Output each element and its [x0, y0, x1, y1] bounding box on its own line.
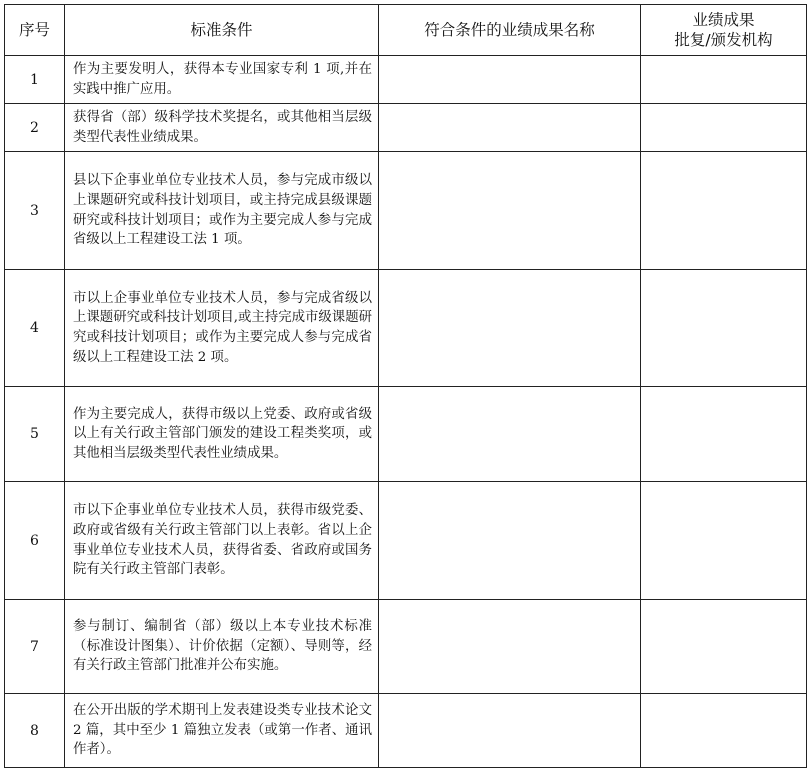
row-seq: 4: [5, 270, 65, 387]
row-approver-cell[interactable]: [641, 600, 807, 694]
row-standard: 作为主要完成人，获得市级以上党委、政府或省级以上有关行政主管部门颁发的建设工程类奖项，或其他相当层级类型代表性业绩成果。: [65, 387, 379, 482]
table-row: [5, 152, 807, 270]
table-row: [5, 387, 807, 482]
header-seq: 序号: [5, 5, 65, 56]
row-achievement-cell[interactable]: [379, 482, 641, 600]
header-row: [5, 5, 807, 56]
header-achievement: 符合条件的业绩成果名称: [379, 5, 641, 56]
row-seq: 2: [5, 104, 65, 152]
row-standard: 市以上企事业单位专业技术人员，参与完成省级以上课题研究或科技计划项目,或主持完成市级课题研究或科技计划项目；或作为主要完成人参与完成省级以上工程建设工法 2 项。: [65, 270, 379, 387]
row-approver-cell[interactable]: [641, 152, 807, 270]
row-seq: 7: [5, 600, 65, 694]
row-standard: 参与制订、编制省（部）级以上本专业技术标准（标准设计图集）、计价依据（定额）、导则等，经有关行政主管部门批准并公布实施。: [65, 600, 379, 694]
header-approver-line1: 业绩成果: [692, 11, 755, 29]
row-seq: 8: [5, 694, 65, 768]
row-achievement-cell[interactable]: [379, 270, 641, 387]
criteria-table-container: [4, 4, 806, 768]
row-approver-cell[interactable]: [641, 387, 807, 482]
row-standard: 在公开出版的学术期刊上发表建设类专业技术论文 2 篇，其中至少 1 篇独立发表（或第一作者、通讯作者）。: [65, 694, 379, 768]
row-seq: 3: [5, 152, 65, 270]
row-standard: 市以下企事业单位专业技术人员，获得市级党委、政府或省级有关行政主管部门以上表彰。省以上企事业单位专业技术人员，获得省委、省政府或国务院有关行政主管部门表彰。: [65, 482, 379, 600]
row-seq: 6: [5, 482, 65, 600]
row-approver-cell[interactable]: [641, 270, 807, 387]
header-standard: 标准条件: [65, 5, 379, 56]
header-approver: [641, 5, 807, 56]
row-approver-cell[interactable]: [641, 482, 807, 600]
row-achievement-cell[interactable]: [379, 152, 641, 270]
table-row: [5, 56, 807, 104]
table-row: [5, 270, 807, 387]
row-standard: 县以下企事业单位专业技术人员，参与完成市级以上课题研究或科技计划项目，或主持完成县级课题研究或科技计划项目；或作为主要完成人参与完成省级以上工程建设工法 1 项。: [65, 152, 379, 270]
row-standard: 获得省（部）级科学技术奖提名，或其他相当层级类型代表性业绩成果。: [65, 104, 379, 152]
table-row: [5, 482, 807, 600]
row-approver-cell[interactable]: [641, 104, 807, 152]
table-row: [5, 104, 807, 152]
row-seq: 5: [5, 387, 65, 482]
table-row: [5, 694, 807, 768]
row-seq: 1: [5, 56, 65, 104]
row-achievement-cell[interactable]: [379, 387, 641, 482]
row-achievement-cell[interactable]: [379, 56, 641, 104]
row-achievement-cell[interactable]: [379, 694, 641, 768]
criteria-table: [4, 4, 807, 768]
header-approver-line2: 批复/颁发机构: [674, 31, 773, 49]
row-approver-cell[interactable]: [641, 56, 807, 104]
row-achievement-cell[interactable]: [379, 600, 641, 694]
row-standard: 作为主要发明人，获得本专业国家专利 1 项,并在实践中推广应用。: [65, 56, 379, 104]
row-approver-cell[interactable]: [641, 694, 807, 768]
table-row: [5, 600, 807, 694]
row-achievement-cell[interactable]: [379, 104, 641, 152]
